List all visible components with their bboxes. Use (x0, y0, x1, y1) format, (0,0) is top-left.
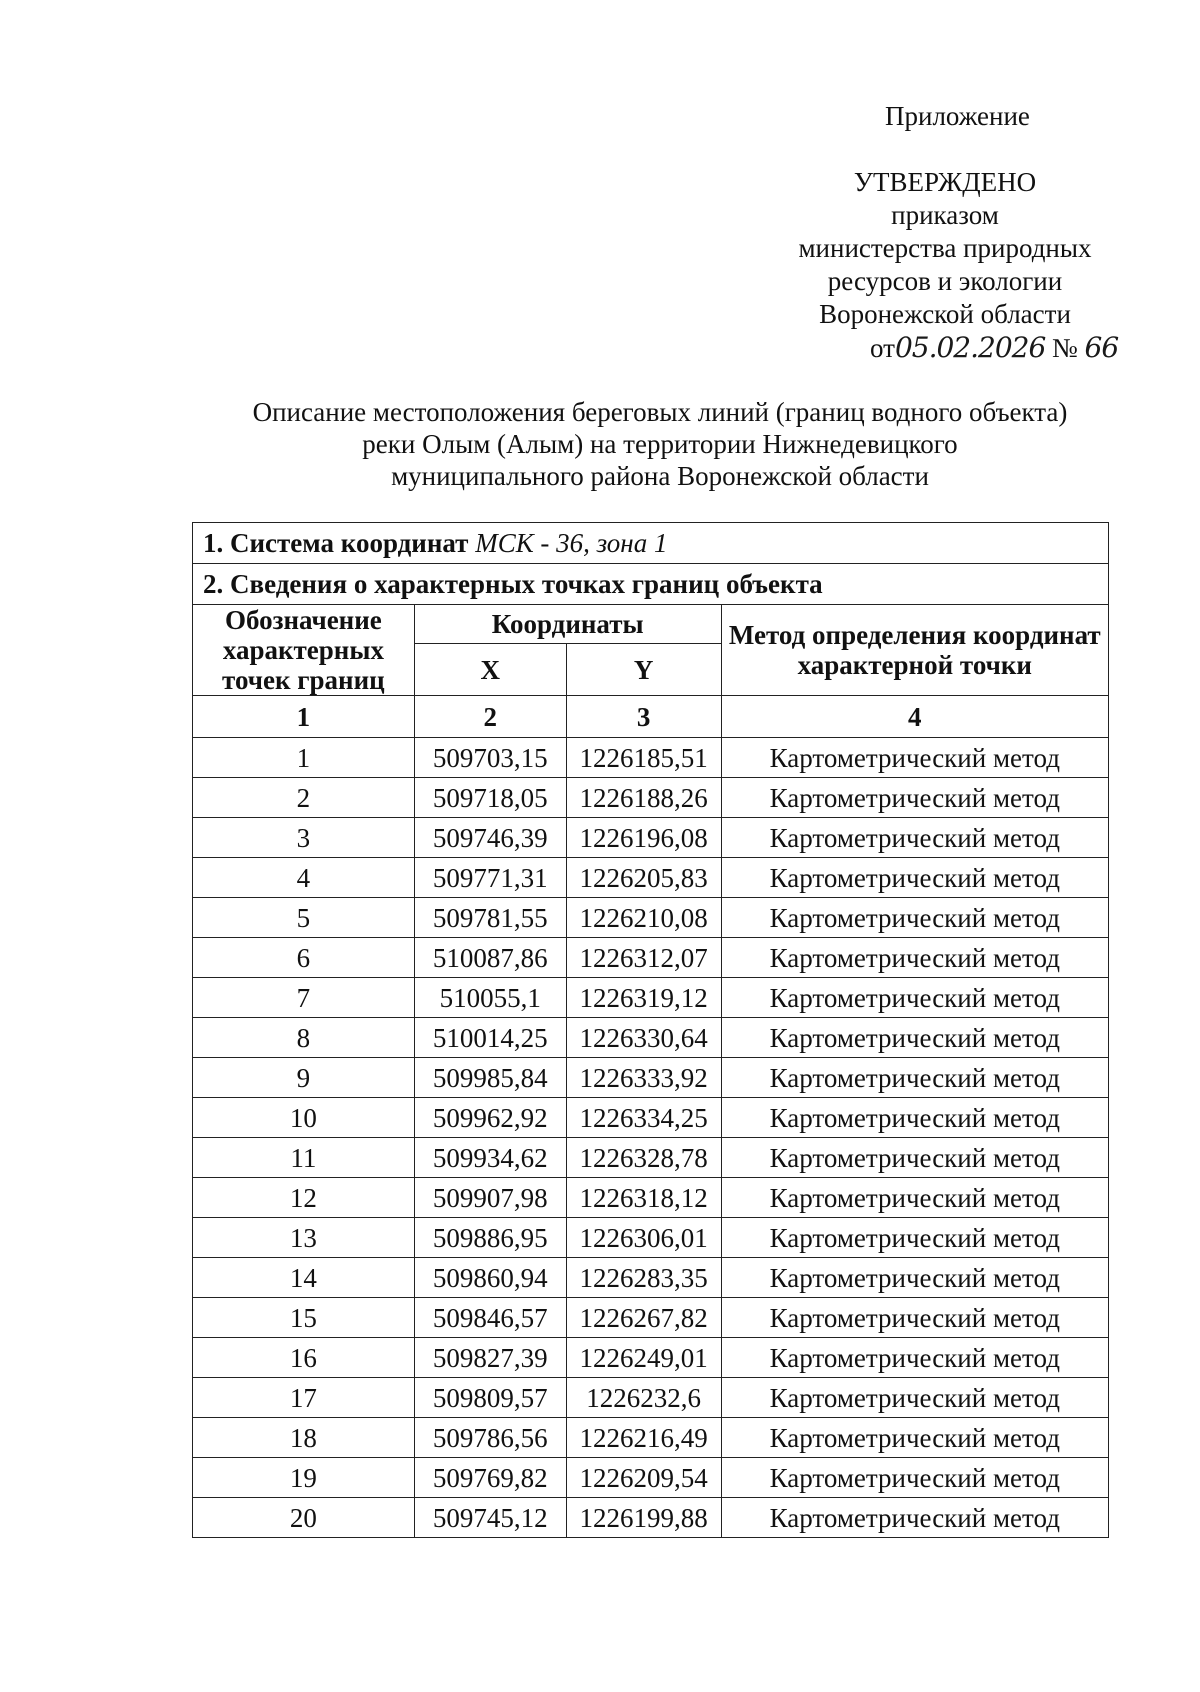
y-cell: 1226267,82 (566, 1298, 721, 1338)
x-cell: 509846,57 (414, 1298, 566, 1338)
point-cell: 11 (193, 1138, 415, 1178)
x-cell: 510014,25 (414, 1018, 566, 1058)
x-cell: 509746,39 (414, 818, 566, 858)
coordinates-table (192, 522, 1109, 1538)
point-cell: 3 (193, 818, 415, 858)
appendix-label: Приложение (885, 101, 1030, 131)
x-cell: 509827,39 (414, 1338, 566, 1378)
method-cell: Картометрический метод (721, 1098, 1108, 1138)
title-line-3: муниципального района Воронежской области (391, 461, 929, 491)
point-cell: 6 (193, 938, 415, 978)
y-cell: 1226216,49 (566, 1418, 721, 1458)
x-cell: 509886,95 (414, 1218, 566, 1258)
table-row (193, 1458, 1109, 1498)
table-row (193, 858, 1109, 898)
table-row (193, 978, 1109, 1018)
table-row (193, 1298, 1109, 1338)
number-sign: № (1052, 333, 1078, 363)
x-cell: 509809,57 (414, 1378, 566, 1418)
y-cell: 1226318,12 (566, 1178, 721, 1218)
y-cell: 1226306,01 (566, 1218, 721, 1258)
point-cell: 5 (193, 898, 415, 938)
point-cell: 19 (193, 1458, 415, 1498)
column-number-3: 3 (566, 696, 721, 738)
handwritten-date: 05.02.2026 (894, 331, 1046, 364)
method-cell: Картометрический метод (721, 738, 1108, 778)
method-cell: Картометрический метод (721, 1258, 1108, 1298)
table-row (193, 1218, 1109, 1258)
column-number-4: 4 (721, 696, 1108, 738)
point-cell: 12 (193, 1178, 415, 1218)
x-cell: 509962,92 (414, 1098, 566, 1138)
y-cell: 1226232,6 (566, 1378, 721, 1418)
point-cell: 2 (193, 778, 415, 818)
table-row (193, 1138, 1109, 1178)
method-cell: Картометрический метод (721, 978, 1108, 1018)
method-cell: Картометрический метод (721, 778, 1108, 818)
y-cell: 1226196,08 (566, 818, 721, 858)
y-cell: 1226209,54 (566, 1458, 721, 1498)
approved-label: УТВЕРЖДЕНО (853, 167, 1037, 197)
approval-line-3: ресурсов и экологии (827, 266, 1063, 296)
method-cell: Картометрический метод (721, 1338, 1108, 1378)
method-cell: Картометрический метод (721, 1178, 1108, 1218)
method-cell: Картометрический метод (721, 1378, 1108, 1418)
x-cell: 509934,62 (414, 1138, 566, 1178)
method-cell: Картометрический метод (721, 1298, 1108, 1338)
title-line-1: Описание местоположения береговых линий (границ водного объекта) (252, 397, 1068, 427)
x-cell: 509718,05 (414, 778, 566, 818)
handwritten-number: 66 (1084, 331, 1119, 364)
table-row (193, 898, 1109, 938)
point-cell: 10 (193, 1098, 415, 1138)
x-cell: 510087,86 (414, 938, 566, 978)
y-cell: 1226283,35 (566, 1258, 721, 1298)
x-cell: 509745,12 (414, 1498, 566, 1538)
header-y: Y (566, 644, 721, 696)
y-cell: 1226185,51 (566, 738, 721, 778)
y-cell: 1226249,01 (566, 1338, 721, 1378)
table-row (193, 938, 1109, 978)
y-cell: 1226319,12 (566, 978, 721, 1018)
point-cell: 14 (193, 1258, 415, 1298)
y-cell: 1226328,78 (566, 1138, 721, 1178)
x-cell: 509907,98 (414, 1178, 566, 1218)
y-cell: 1226312,07 (566, 938, 721, 978)
point-cell: 18 (193, 1418, 415, 1458)
header-row-1 (193, 605, 1109, 644)
point-cell: 9 (193, 1058, 415, 1098)
table-row (193, 1178, 1109, 1218)
table-row (193, 1098, 1109, 1138)
table-row (193, 1058, 1109, 1098)
points-info-cell: 2. Сведения о характерных точках границ объекта (193, 564, 1109, 605)
method-cell: Картометрический метод (721, 1218, 1108, 1258)
y-cell: 1226188,26 (566, 778, 721, 818)
document-title (180, 396, 1140, 492)
table-row (193, 1258, 1109, 1298)
point-cell: 8 (193, 1018, 415, 1058)
method-cell: Картометрический метод (721, 938, 1108, 978)
column-number-row (193, 696, 1109, 738)
point-cell: 15 (193, 1298, 415, 1338)
section-row-points-info (193, 564, 1109, 605)
approval-line-4: Воронежской области (819, 299, 1071, 329)
point-cell: 20 (193, 1498, 415, 1538)
y-cell: 1226330,64 (566, 1018, 721, 1058)
header-x: X (414, 644, 566, 696)
method-cell: Картометрический метод (721, 1138, 1108, 1178)
table-row (193, 1498, 1109, 1538)
method-cell: Картометрический метод (721, 1498, 1108, 1538)
header-coordinates: Координаты (414, 605, 721, 644)
x-cell: 509786,56 (414, 1418, 566, 1458)
x-cell: 509771,31 (414, 858, 566, 898)
y-cell: 1226205,83 (566, 858, 721, 898)
table-row (193, 1338, 1109, 1378)
header-method: Метод определения координат характерной точки (721, 605, 1108, 696)
method-cell: Картометрический метод (721, 818, 1108, 858)
point-cell: 7 (193, 978, 415, 1018)
y-cell: 1226199,88 (566, 1498, 721, 1538)
section-row-coordinate-system (193, 523, 1109, 564)
method-cell: Картометрический метод (721, 1418, 1108, 1458)
y-cell: 1226334,25 (566, 1098, 721, 1138)
method-cell: Картометрический метод (721, 898, 1108, 938)
table-row (193, 1018, 1109, 1058)
point-cell: 16 (193, 1338, 415, 1378)
y-cell: 1226333,92 (566, 1058, 721, 1098)
column-number-1: 1 (193, 696, 415, 738)
approval-stamp-text (760, 166, 1130, 365)
method-cell: Картометрический метод (721, 858, 1108, 898)
table-row (193, 818, 1109, 858)
coordinate-system-value: МСК - 36, зона 1 (475, 528, 668, 558)
point-cell: 4 (193, 858, 415, 898)
point-cell: 1 (193, 738, 415, 778)
method-cell: Картометрический метод (721, 1458, 1108, 1498)
method-cell: Картометрический метод (721, 1058, 1108, 1098)
method-cell: Картометрический метод (721, 1018, 1108, 1058)
x-cell: 509985,84 (414, 1058, 566, 1098)
header-designation: Обозначение характерных точек границ (193, 605, 415, 696)
table-row (193, 1378, 1109, 1418)
column-number-2: 2 (414, 696, 566, 738)
point-cell: 13 (193, 1218, 415, 1258)
approval-line-1: приказом (891, 200, 999, 230)
y-cell: 1226210,08 (566, 898, 721, 938)
from-prefix: от (870, 333, 895, 363)
x-cell: 509769,82 (414, 1458, 566, 1498)
title-line-2: реки Олым (Алым) на территории Нижнедевицкого (362, 429, 958, 459)
point-cell: 17 (193, 1378, 415, 1418)
order-date-number (760, 331, 1130, 365)
table-row (193, 1418, 1109, 1458)
x-cell: 509703,15 (414, 738, 566, 778)
table-row (193, 738, 1109, 778)
x-cell: 509860,94 (414, 1258, 566, 1298)
approval-line-2: министерства природных (798, 233, 1092, 263)
coordinate-system-cell (193, 523, 1109, 564)
table-row (193, 778, 1109, 818)
x-cell: 509781,55 (414, 898, 566, 938)
coordinate-system-label: 1. Система координат (203, 528, 469, 558)
x-cell: 510055,1 (414, 978, 566, 1018)
